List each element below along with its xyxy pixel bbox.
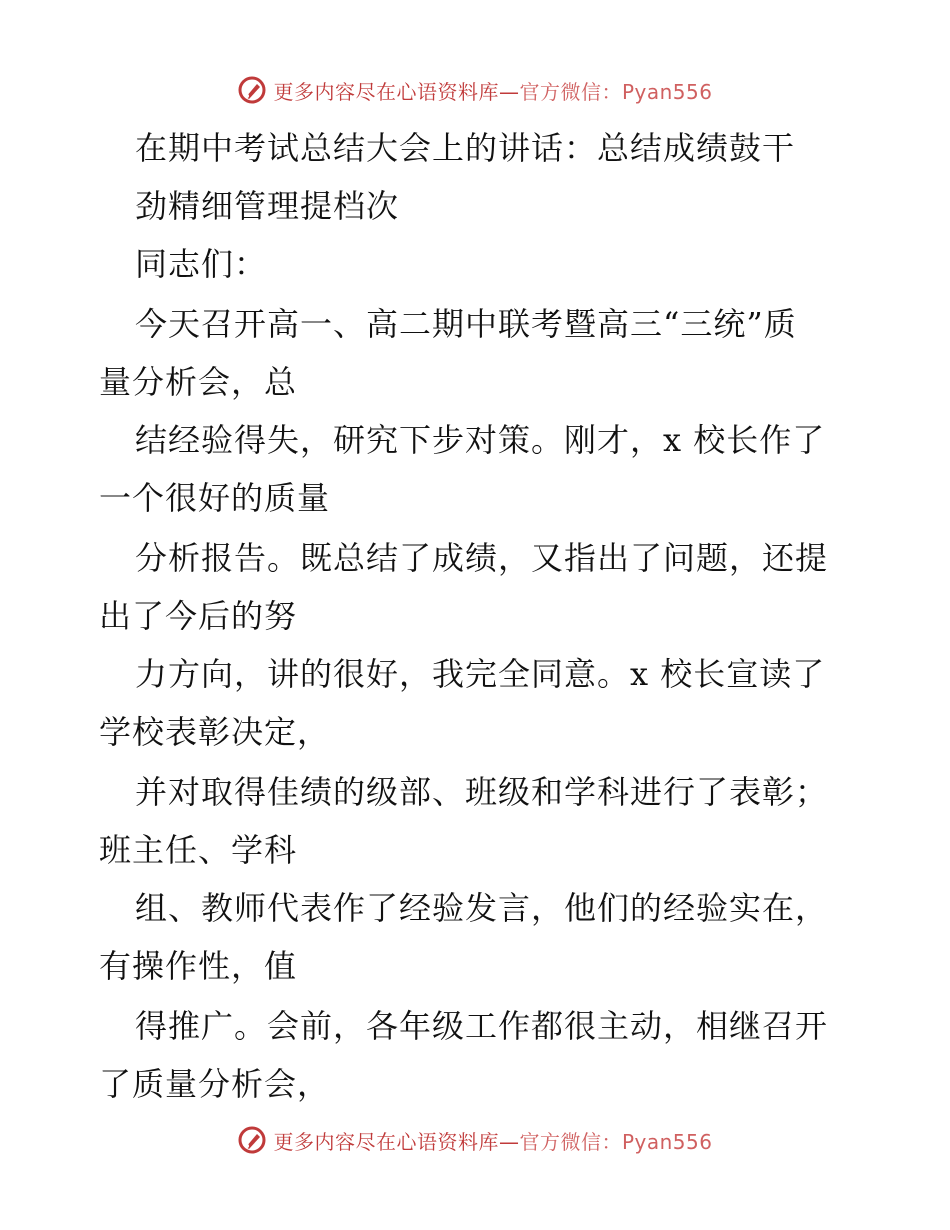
paragraph-line: 量分析会，总 <box>99 363 298 401</box>
banner-wechat: 官方微信：Pyan556 <box>519 79 713 104</box>
paragraph-line: 一个很好的质量 <box>99 479 331 517</box>
paragraph-line: 力方向，讲的很好，我完全同意。x 校长宣读了 <box>135 655 826 693</box>
salutation: 同志们： <box>135 245 268 283</box>
document-title-line-2: 劲精细管理提档次 <box>135 187 400 225</box>
paragraph-line: 了质量分析会， <box>99 1065 331 1103</box>
header-watermark-banner <box>0 70 950 110</box>
footer-watermark-banner <box>0 1120 950 1160</box>
banner-text: 更多内容尽在心语资料库— <box>273 1129 520 1154</box>
paragraph-line: 并对取得佳绩的级部、班级和学科进行了表彰； <box>135 773 829 811</box>
paragraph-line: 班主任、学科 <box>99 831 298 869</box>
banner-wechat: 官方微信：Pyan556 <box>519 1129 713 1154</box>
banner-text: 更多内容尽在心语资料库— <box>273 79 520 104</box>
paragraph-line: 有操作性，值 <box>99 947 298 985</box>
paragraph-line: 学校表彰决定， <box>99 713 331 751</box>
paragraph-line: 分析报告。既总结了成绩，又指出了问题，还提 <box>135 539 829 577</box>
pen-logo-icon <box>237 1125 267 1155</box>
paragraph-line: 得推广。会前，各年级工作都很主动，相继召开 <box>135 1007 829 1045</box>
paragraph-line: 组、教师代表作了经验发言，他们的经验实在， <box>135 889 829 927</box>
paragraph-line: 今天召开高一、高二期中联考暨高三“三统”质 <box>135 305 797 343</box>
pen-logo-icon <box>237 75 267 105</box>
document-title-line-1: 在期中考试总结大会上的讲话：总结成绩鼓干 <box>135 129 796 167</box>
paragraph-line: 结经验得失，研究下步对策。刚才，x 校长作了 <box>135 421 826 459</box>
paragraph-line: 出了今后的努 <box>99 597 298 635</box>
